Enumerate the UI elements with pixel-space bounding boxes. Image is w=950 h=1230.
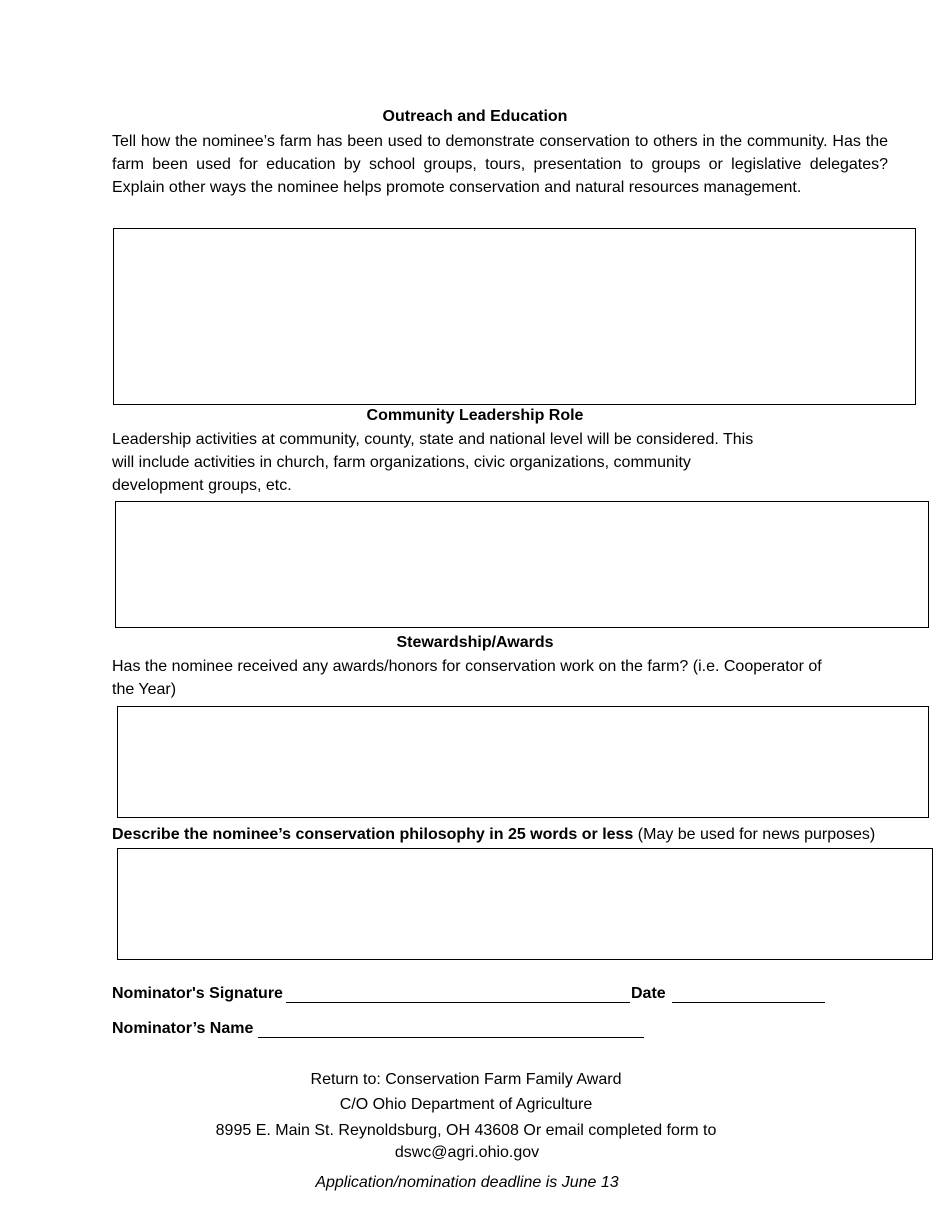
footer-deadline: Application/nomination deadline is June 13 xyxy=(315,1174,619,1191)
leadership-description-line-3: development groups, etc. xyxy=(112,477,292,494)
leadership-description xyxy=(112,428,892,497)
philosophy-label-bold: Describe the nominee’s conservation philosophy in 25 words or less xyxy=(112,826,634,843)
stewardship-description xyxy=(112,655,912,701)
footer-department: C/O Ohio Department of Agriculture xyxy=(339,1096,593,1113)
leadership-heading: Community Leadership Role xyxy=(366,407,584,424)
signature-label: Nominator's Signature xyxy=(112,985,283,1002)
stewardship-heading: Stewardship/Awards xyxy=(396,634,554,651)
stewardship-response-box[interactable] xyxy=(117,706,929,818)
footer-email: dswc@agri.ohio.gov xyxy=(394,1144,540,1161)
philosophy-label-note: (May be used for news purposes) xyxy=(633,826,876,843)
footer-address: 8995 E. Main St. Reynoldsburg, OH 43608 Or email completed form to xyxy=(215,1122,717,1139)
name-label: Nominator’s Name xyxy=(112,1020,254,1037)
philosophy-label xyxy=(112,823,932,846)
name-line[interactable] xyxy=(258,1037,644,1038)
outreach-response-box[interactable] xyxy=(113,228,916,405)
signature-line[interactable] xyxy=(286,1002,630,1003)
stewardship-description-line-1: Has the nominee received any awards/honors for conservation work on the farm? (i.e. Cooperator of xyxy=(112,658,822,675)
leadership-description-line-2: will include activities in church, farm organizations, civic organizations, community xyxy=(112,454,691,471)
stewardship-description-line-2: the Year) xyxy=(112,681,177,698)
leadership-description-line-1: Leadership activities at community, county, state and national level will be considered. This xyxy=(112,431,754,448)
leadership-response-box[interactable] xyxy=(115,501,929,628)
footer-return-to: Return to: Conservation Farm Family Award xyxy=(310,1071,622,1088)
date-line[interactable] xyxy=(672,1002,825,1003)
outreach-description: Tell how the nominee’s farm has been used to demonstrate conservation to others in the community. Has the farm been used for education by school groups, tours, presentation to groups or legislative delegates? Explain other ways the nominee helps promote conservation and natural resources management. xyxy=(112,133,888,196)
philosophy-response-box[interactable] xyxy=(117,848,933,960)
outreach-heading: Outreach and Education xyxy=(382,108,568,125)
date-label: Date xyxy=(631,985,666,1002)
